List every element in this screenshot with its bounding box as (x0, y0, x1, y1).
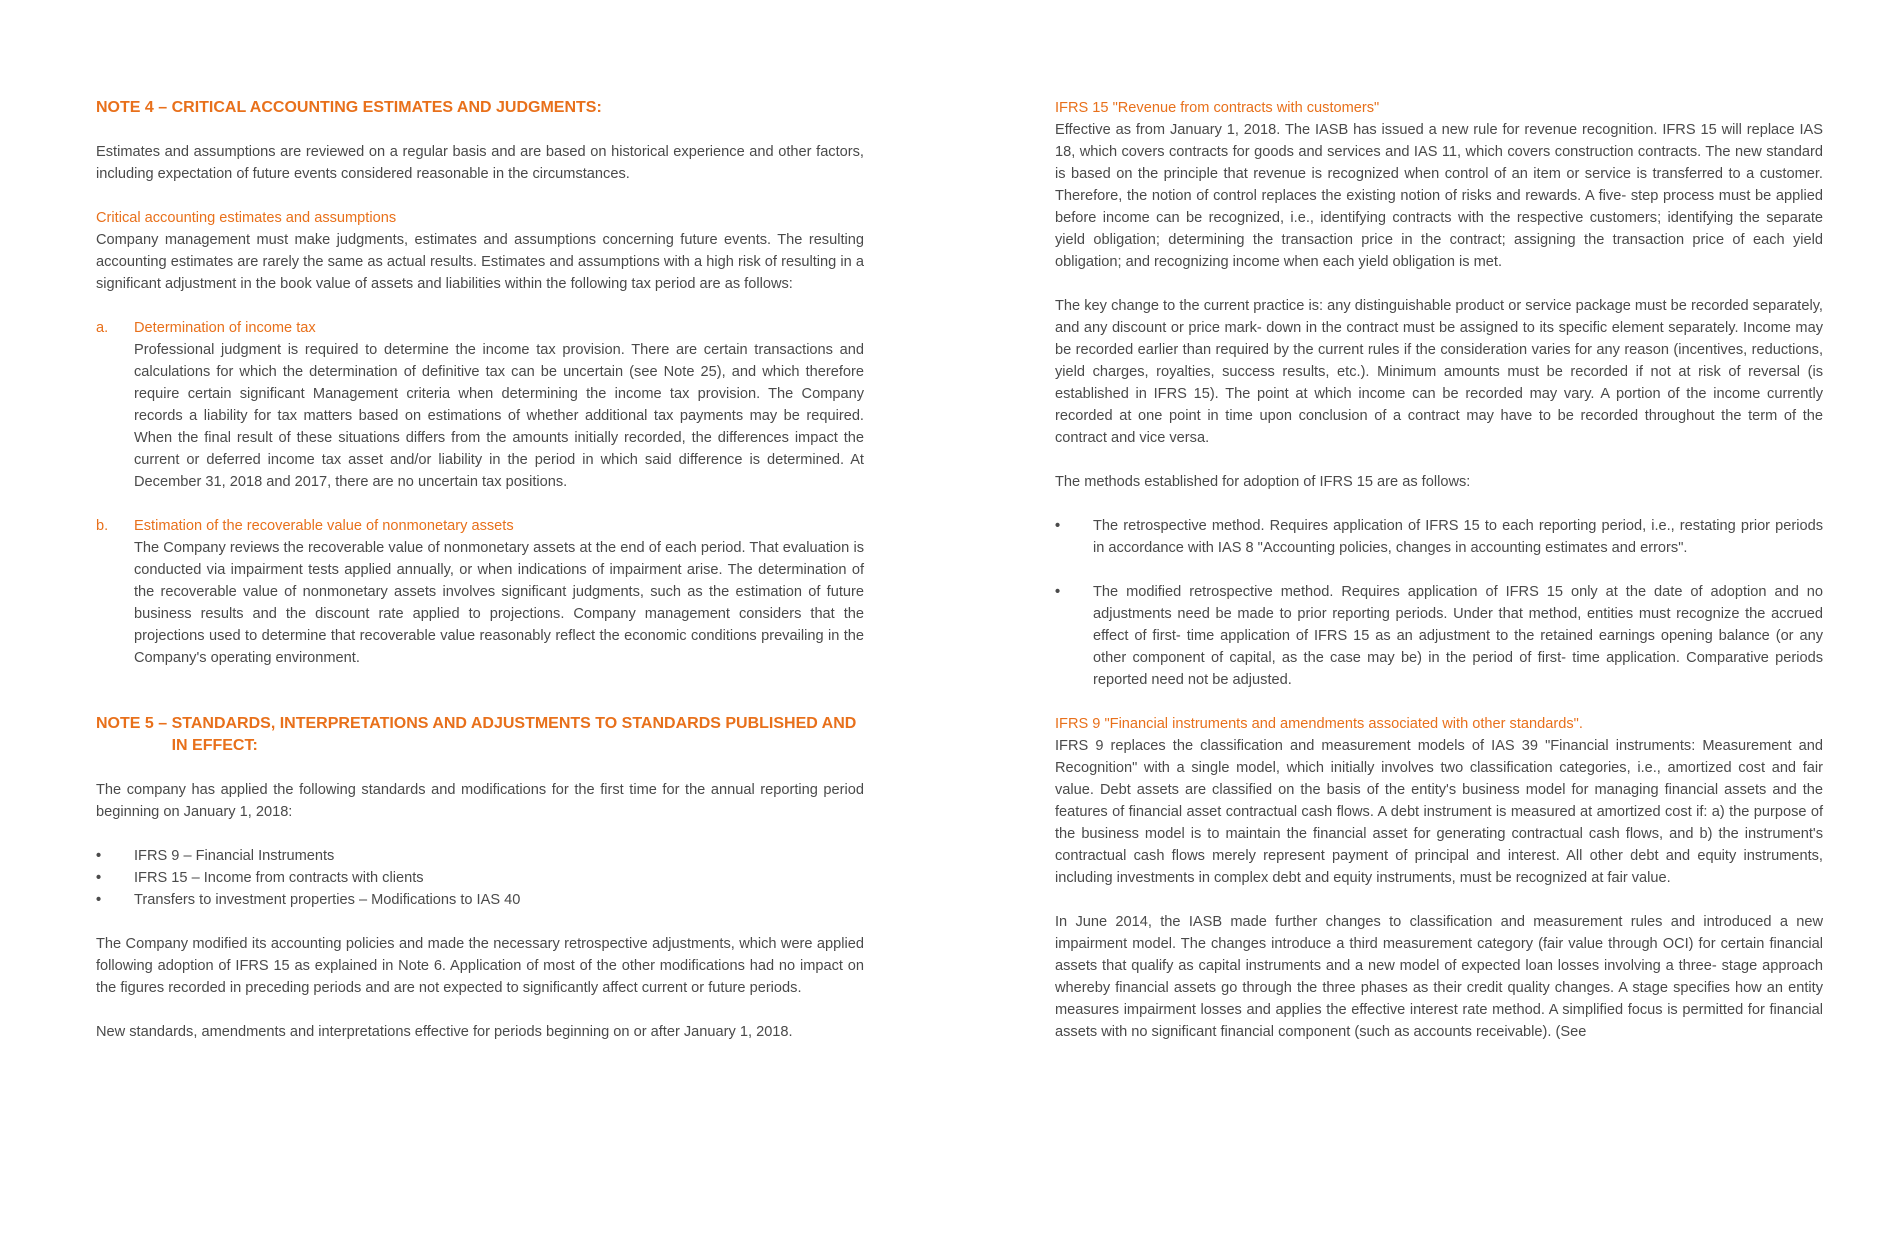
note-4-heading (96, 97, 864, 119)
note-4-intro: Estimates and assumptions are reviewed on a regular basis and are based on historical experience and other factors, including expectation of future events considered reasonable in the circumstances. (96, 144, 864, 182)
list-item (1055, 515, 1823, 559)
ifrs9-text: IFRS 9 replaces the classification and measurement models of IAS 39 "Financial instruments: Measurement and Recognition" with a single model, which initially involves two classification categories, i.e., amortized cost and fair value. Debt assets are classified on the basis of the entity's business model for managing financial assets and the features of financial asset contractual cash flows. A debt instrument is measured at amortized cost if: a) the purpose of the business model is to maintain the financial asset for generating contractual cash flows, and b) the instrument's contractual cash flows merely represent payment of principal and interest. All other debt and equity instruments, including investments in complex debt and equity instruments, must be recognized at fair value. (1055, 738, 1823, 886)
right-column (1055, 97, 1823, 1043)
new-standards-text: New standards, amendments and interpretations effective for periods beginning on or after January 1, 2018. (96, 1024, 793, 1040)
june-2014-text: In June 2014, the IASB made further changes to classification and measurement rules and introduced a new impairment model. The changes introduce a third measurement category (fair value through OCI) for certain financial assets that qualify as capital instruments and a new model of expected loan losses involving a three- stage approach whereby financial assets go through the three phases as their credit quality changes. A stage specifies how an entity measures impairment losses and applies the effective interest rate method. A simplified focus is permitted for financial assets with no significant financial component (such as accounts receivable). (See (1055, 914, 1823, 1040)
standard-ifrs9: IFRS 9 – Financial Instruments (134, 848, 335, 864)
modified-retrospective-method-text: The modified retrospective method. Requires application of IFRS 15 only at the date of adoption and no adjustments need be made to prior reporting periods. Under that method, entities must recognize the accrued effect of first- time application of IFRS 15 as an adjustment to the retained earnings opening balance (or any other component of capital, as the case may be) in the period of first- time application. Comparative periods reported need not be adjusted. (1093, 584, 1823, 688)
income-tax-text: Professional judgment is required to determine the income tax provision. There are certain transactions and calculations for which the determination of definitive tax can be uncertain (see Note 25), and which therefore require certain significant Management criteria when determining the income tax provision. The Company records a liability for tax matters based on estimations of whether additional tax payments may be required. When the final result of these situations differs from the amounts initially recorded, the differences impact the current or deferred income tax asset and/or liability in the period in which said difference is determined. At December 31, 2018 and 2017, there are no uncertain tax positions. (134, 342, 864, 490)
critical-estimates-text: Company management must make judgments, estimates and assumptions concerning future events. The resulting accounting estimates are rarely the same as actual results. Estimates and assumptions with a high risk of resulting in a significant adjustment in the book value of assets and liabilities within the following tax period are as follows: (96, 232, 864, 292)
list-item (96, 867, 864, 889)
bullet-icon: • (96, 892, 102, 908)
recoverable-value-text: The Company reviews the recoverable value of nonmonetary assets at the end of each period. That evaluation is conducted via impairment tests applied annually, or when indications of impairment arise. The determination of the recoverable value of nonmonetary assets involves significant judgments, such as the estimation of future business results and the discount rate applied to projections. Company management considers that the projections used to determine that recoverable value reasonably reflect the economic conditions prevailing in the Company's operating environment. (134, 540, 864, 666)
methods-intro: The methods established for adoption of IFRS 15 are as follows: (1055, 474, 1471, 490)
list-marker-a: a. (96, 320, 109, 336)
ifrs9-heading: IFRS 9 "Financial instruments and amendments associated with other standards". (1055, 716, 1583, 732)
ifrs15-heading: IFRS 15 "Revenue from contracts with customers" (1055, 100, 1380, 116)
standard-ias40: Transfers to investment properties – Modifications to IAS 40 (134, 892, 521, 908)
note-5-number: NOTE 5 – (96, 715, 172, 732)
standards-list (96, 845, 864, 911)
note-5-title: STANDARDS, INTERPRETATIONS AND ADJUSTMENTS TO STANDARDS PUBLISHED AND IN EFFECT: (171, 715, 857, 754)
list-item-a (96, 317, 864, 493)
note-5-intro: The company has applied the following standards and modifications for the first time for the annual reporting period beginning on January 1, 2018: (96, 782, 864, 820)
bullet-icon: • (96, 848, 102, 864)
modified-policies-text: The Company modified its accounting policies and made the necessary retrospective adjustments, which were applied following adoption of IFRS 15 as explained in Note 6. Application of most of the other modifications had no impact on the figures recorded in preceding periods and are not expected to significantly affect current or future periods. (96, 936, 864, 996)
ifrs15-text: Effective as from January 1, 2018. The IASB has issued a new rule for revenue recognition. IFRS 15 will replace IAS 18, which covers contracts for goods and services and IAS 11, which covers construction contracts. The new standard is based on the principle that revenue is recognized when control of an item or service is transferred to a customer. Therefore, the notion of control replaces the existing notion of risks and rewards. A five- step process must be applied before income can be recognized, i.e., identifying contracts with the respective customers; identifying the separate yield obligation; determining the transaction price in the contract; assigning the transaction price of each yield obligation; and recognizing income when each yield obligation is met. (1055, 122, 1823, 270)
note-4-number: NOTE 4 – (96, 99, 172, 116)
list-item (1055, 581, 1823, 691)
bullet-icon: • (1055, 518, 1061, 534)
bullet-icon: • (1055, 584, 1061, 600)
bullet-icon: • (96, 870, 102, 886)
income-tax-heading: Determination of income tax (134, 320, 316, 336)
critical-estimates-heading: Critical accounting estimates and assumptions (96, 210, 397, 226)
recoverable-value-heading: Estimation of the recoverable value of nonmonetary assets (134, 518, 514, 534)
note-4-title: CRITICAL ACCOUNTING ESTIMATES AND JUDGMENTS: (171, 99, 602, 116)
standard-ifrs15: IFRS 15 – Income from contracts with clients (134, 870, 424, 886)
list-item (96, 889, 864, 911)
left-column (96, 97, 864, 1043)
list-marker-b: b. (96, 518, 109, 534)
list-item (96, 845, 864, 867)
list-item-b (96, 515, 864, 669)
retrospective-method-text: The retrospective method. Requires application of IFRS 15 to each reporting period, i.e., restating prior periods in accordance with IAS 8 "Accounting policies, changes in accounting estimates and errors". (1093, 518, 1823, 556)
key-change-text: The key change to the current practice is: any distinguishable product or service package must be recorded separately, and any discount or price mark- down in the contract must be assigned to its specific element separately. Income may be recorded earlier than required by the current rules if the consideration varies for any reason (incentives, reductions, yield charges, royalties, success results, etc.). Minimum amounts must be recorded if not at risk of reversal (is established in IFRS 15). The point at which income can be recorded may vary. A portion of the income currently recorded at one point in time upon conclusion of a contract may have to be recorded throughout the term of the contract and vice versa. (1055, 298, 1823, 446)
note-5-heading (96, 713, 864, 757)
